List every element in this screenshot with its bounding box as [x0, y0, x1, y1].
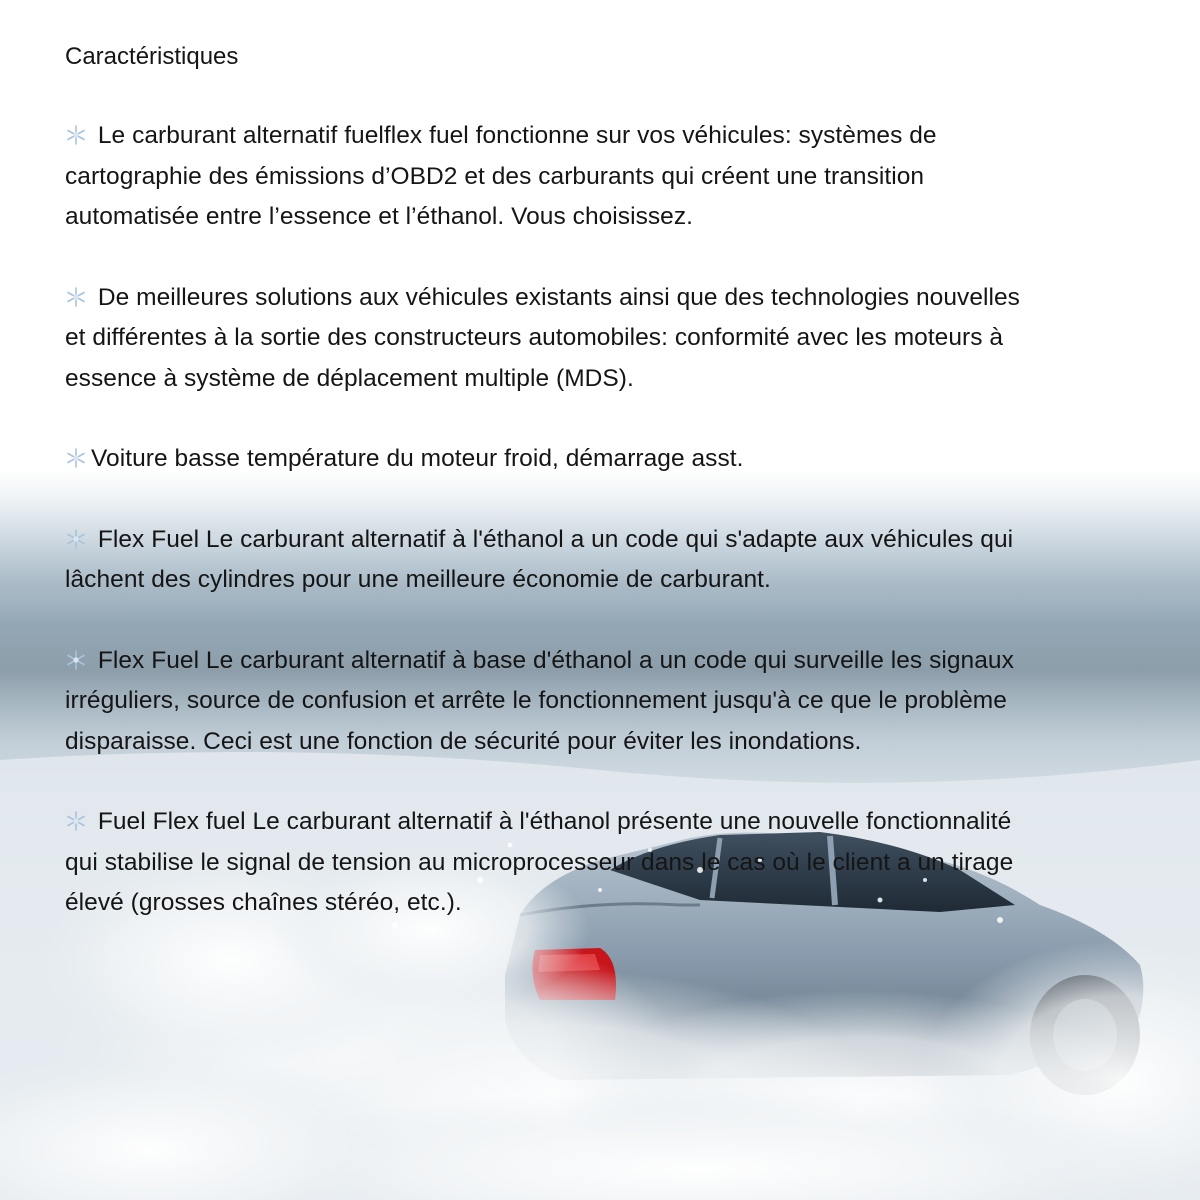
feature-list	[65, 116, 1135, 924]
snowflake-icon	[65, 810, 87, 832]
feature-line	[65, 116, 1135, 157]
snowflake-icon	[65, 447, 87, 469]
feature-line-text: Le carburant alternatif fuelflex fuel fonctionne sur vos véhicules: systèmes de	[91, 122, 937, 149]
feature-line-text: essence à système de déplacement multiple (MDS).	[65, 364, 634, 392]
snowflake-icon	[65, 649, 87, 671]
feature-line-text: Flex Fuel Le carburant alternatif à base d'éthanol a un code qui surveille les signaux	[91, 646, 1014, 674]
feature-line	[65, 802, 1135, 843]
feature-line-text: et différentes à la sortie des constructeurs automobiles: conformité avec les moteurs à	[65, 324, 1004, 351]
feature-line-text: lâchent des cylindres pour une meilleure économie de carburant.	[65, 566, 771, 593]
feature-line	[65, 722, 1135, 763]
page-title: Caractéristiques	[65, 43, 239, 70]
feature-line-text: Flex Fuel Le carburant alternatif à l'éthanol a un code qui s'adapte aux véhicules qui	[91, 525, 1014, 553]
feature-line-text: disparaisse. Ceci est une fonction de sécurité pour éviter les inondations.	[65, 727, 862, 755]
feature-item	[65, 802, 1135, 924]
feature-item	[65, 439, 1135, 480]
feature-text-block	[65, 40, 1135, 964]
feature-line-text: Fuel Flex fuel Le carburant alternatif à l'éthanol présente une nouvelle fonctionnalité	[91, 808, 1012, 835]
feature-line	[65, 883, 1135, 924]
feature-line-text: automatisée entre l’essence et l’éthanol. Vous choisissez.	[65, 203, 694, 230]
snowflake-icon	[65, 286, 87, 308]
feature-line	[65, 278, 1135, 319]
snowflake-icon	[65, 124, 87, 146]
feature-line-text: De meilleures solutions aux véhicules existants ainsi que des technologies nouvelles	[91, 283, 1020, 311]
feature-line	[65, 359, 1135, 400]
feature-line	[65, 157, 1135, 198]
feature-line-text: irréguliers, source de confusion et arrête le fonctionnement jusqu'à ce que le problème	[65, 687, 1007, 714]
feature-line-text: cartographie des émissions d’OBD2 et des carburants qui créent une transition	[65, 162, 925, 190]
feature-line	[65, 197, 1135, 238]
feature-line-text: Voiture basse température du moteur froid, démarrage asst.	[91, 445, 744, 472]
feature-item	[65, 116, 1135, 238]
snowflake-icon	[65, 528, 87, 550]
feature-line	[65, 560, 1135, 601]
feature-item	[65, 278, 1135, 400]
feature-line	[65, 439, 1135, 480]
feature-line	[65, 318, 1135, 359]
feature-line-text: élevé (grosses chaînes stéréo, etc.).	[65, 889, 462, 916]
feature-line	[65, 520, 1135, 561]
feature-line	[65, 681, 1135, 722]
feature-item	[65, 641, 1135, 763]
feature-item	[65, 520, 1135, 601]
feature-line	[65, 641, 1135, 682]
feature-line	[65, 843, 1135, 884]
feature-line-text: qui stabilise le signal de tension au microprocesseur dans le cas où le client a un tirage	[65, 848, 1014, 876]
